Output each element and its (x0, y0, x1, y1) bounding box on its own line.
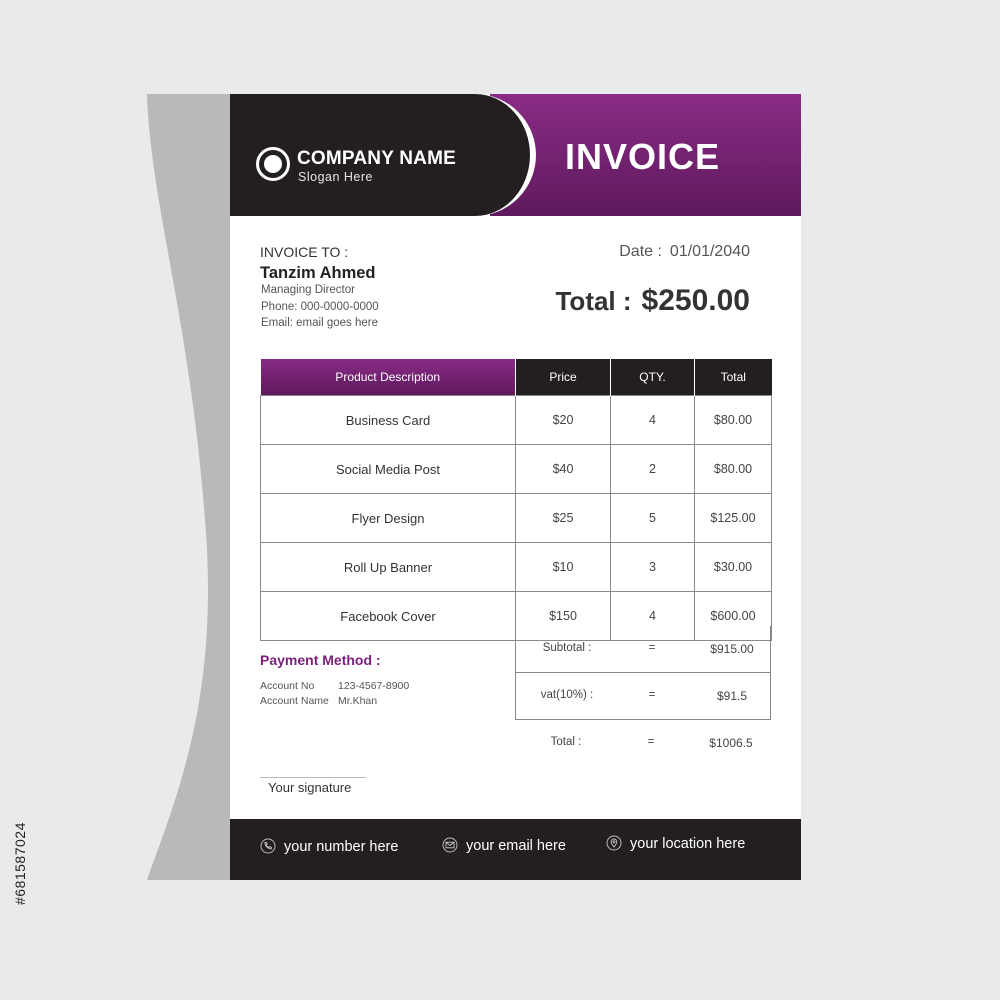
footer-location (606, 835, 745, 852)
grand-total-value: $1006.5 (709, 736, 753, 750)
subtotal-row (515, 626, 771, 673)
vat-label: vat(10%) : (540, 689, 594, 701)
item-description: Social Media Post (261, 445, 516, 494)
table-row (261, 543, 772, 592)
item-description: Facebook Cover (261, 592, 516, 641)
grand-total-label: Total : (550, 736, 582, 748)
invoice-date (610, 243, 750, 261)
signature-label: Your signature (268, 780, 352, 795)
header-brand-panel (230, 94, 536, 216)
invoice-sheet (230, 94, 801, 880)
vat-value: $91.5 (716, 689, 748, 703)
subtotal-label: Subtotal : (542, 642, 592, 654)
item-price: $20 (516, 396, 611, 445)
payment-method-title: Payment Method : (260, 652, 381, 668)
company-name: COMPANY NAME (297, 148, 456, 169)
footer-phone (260, 838, 398, 855)
item-total: $80.00 (695, 445, 772, 494)
line-items-table (260, 359, 772, 641)
column-header-total: Total (695, 359, 772, 396)
grand-total-equals: = (647, 736, 655, 748)
vat-equals: = (648, 689, 656, 701)
stock-image-id: #681587024 (12, 822, 28, 905)
item-description: Business Card (261, 396, 516, 445)
table-header-row (261, 359, 772, 396)
item-qty: 3 (611, 543, 695, 592)
vat-row (515, 673, 771, 720)
item-qty: 5 (611, 494, 695, 543)
table-row (261, 396, 772, 445)
date-label: Date : (619, 243, 662, 260)
client-phone: Phone: 000-0000-0000 (261, 301, 379, 313)
date-value: 01/01/2040 (669, 243, 750, 260)
total-label: Total : (555, 286, 632, 316)
client-email: Email: email goes here (261, 317, 378, 329)
mail-icon (442, 837, 458, 853)
item-price: $25 (516, 494, 611, 543)
phone-icon (260, 838, 276, 854)
item-description: Roll Up Banner (261, 543, 516, 592)
item-price: $150 (516, 592, 611, 641)
signature-line (260, 777, 366, 778)
column-header-price: Price (516, 359, 611, 396)
account-number-row (260, 680, 409, 692)
column-header-qty: QTY. (611, 359, 695, 396)
column-header-description: Product Description (261, 359, 516, 396)
item-price: $10 (516, 543, 611, 592)
item-qty: 4 (611, 592, 695, 641)
account-name-label: Account Name (260, 695, 329, 707)
account-name-value: Mr.Khan (338, 695, 378, 707)
account-number-value: 123-4567-8900 (338, 680, 410, 692)
client-role: Managing Director (261, 284, 355, 296)
total-amount: $250.00 (641, 284, 750, 317)
item-total: $80.00 (695, 396, 772, 445)
client-name: Tanzim Ahmed (260, 264, 376, 282)
item-total: $125.00 (695, 494, 772, 543)
grand-total-row (515, 720, 771, 766)
invoice-title: INVOICE (565, 136, 721, 177)
company-slogan: Slogan Here (298, 170, 373, 184)
company-logo-icon (256, 147, 290, 181)
item-qty: 4 (611, 396, 695, 445)
location-pin-icon (606, 835, 622, 851)
invoice-to-label: INVOICE TO : (260, 244, 349, 260)
footer-contact-bar (230, 819, 801, 880)
account-name-row (260, 695, 377, 707)
item-price: $40 (516, 445, 611, 494)
item-total: $600.00 (695, 592, 772, 641)
footer-location-text: your location here (630, 836, 746, 852)
invoice-total (530, 284, 750, 318)
account-number-label: Account No (260, 680, 315, 692)
footer-email (442, 837, 566, 854)
item-description: Flyer Design (261, 494, 516, 543)
footer-email-text: your email here (466, 838, 566, 854)
table-row (261, 445, 772, 494)
subtotal-value: $915.00 (710, 642, 754, 656)
subtotal-equals: = (648, 642, 656, 654)
footer-phone-text: your number here (284, 839, 399, 855)
item-qty: 2 (611, 445, 695, 494)
item-total: $30.00 (695, 543, 772, 592)
table-row (261, 494, 772, 543)
totals-summary (515, 626, 771, 766)
